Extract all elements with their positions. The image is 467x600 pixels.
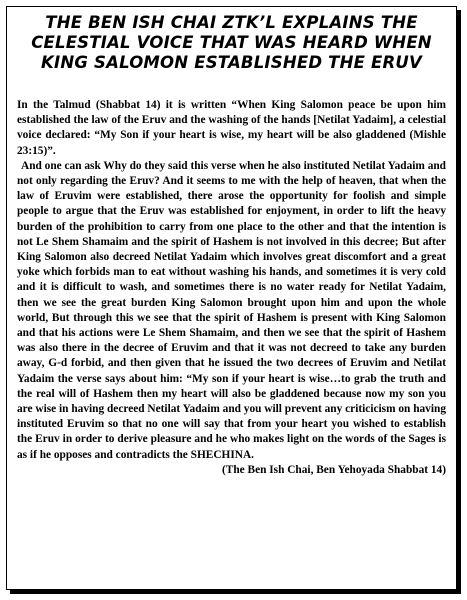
article-body (17, 98, 446, 478)
title-line-3: KING SALOMON ESTABLISHED THE ERUV (41, 53, 422, 72)
page-title (13, 13, 450, 73)
paragraph-talmud-quote: In the Talmud (Shabbat 14) it is written “When King Salomon peace be upon him established the law of the Eruv and the washing of the hands [Netilat Yadaim], a celestial voice declared: “My Son if your heart is wise, my heart will be also gladdened (Mishle 23:15)”. (17, 99, 446, 157)
paragraph-explanation: And one can ask Why do they said this verse when he also instituted Netilat Yadaim and not only regarding the Eruv? And it seems to me with the help of heaven, that when the law of Eruvim were established, there arose the opportunity for foolish and simple people to argue that the Eruv was established for enjoyment, in order to lift the heavy burden of the prohibition to carry from one place to the other and that the intention is not Le Shem Shamaim and the spirit of Hashem is not involved in this decree; But after King Salomon also decreed Netilat Yadaim which involves great discomfort and a great yoke which forbids man to eat without washing his hands, and sometimes it is very cold and it is difficult to wash, and sometimes there is no water ready for Netilat Yadaim, then we see the great burden King Salomon brought upon him and upon the whole world, But through this we see that the spirit of Hashem is present with King Salomon and that his actions were Le Shem Shamaim, and then we see that the spirit of Hashem was also there in the decree of Eruvim and that it was not decreed to take any burden away, G-d forbid, and then given that he issued the two decrees of Eruvim and Netilat Yadaim the verse says about him: “My son if your heart is wise…to grab the truth and the real will of Hashem then my heart will also be gladdened because now my son you are wise in having decreed Netilat Yadaim and you will prevent any criticicism on having instituted Eruvim so that no one will say that from your heart you wished to establish the Eruv in order to derive pleasure and he who makes light on the words of the Sages is as if he opposes and contradicts the SHECHINA. (17, 159, 446, 461)
source-citation: (The Ben Ish Chai, Ben Yehoyada Shabbat 14) (222, 463, 446, 476)
title-line-1: THE BEN ISH CHAI ZTK’L EXPLAINS THE (45, 13, 418, 32)
title-line-2: CELESTIAL VOICE THAT WAS HEARD WHEN (31, 33, 432, 52)
document-frame (6, 6, 457, 590)
